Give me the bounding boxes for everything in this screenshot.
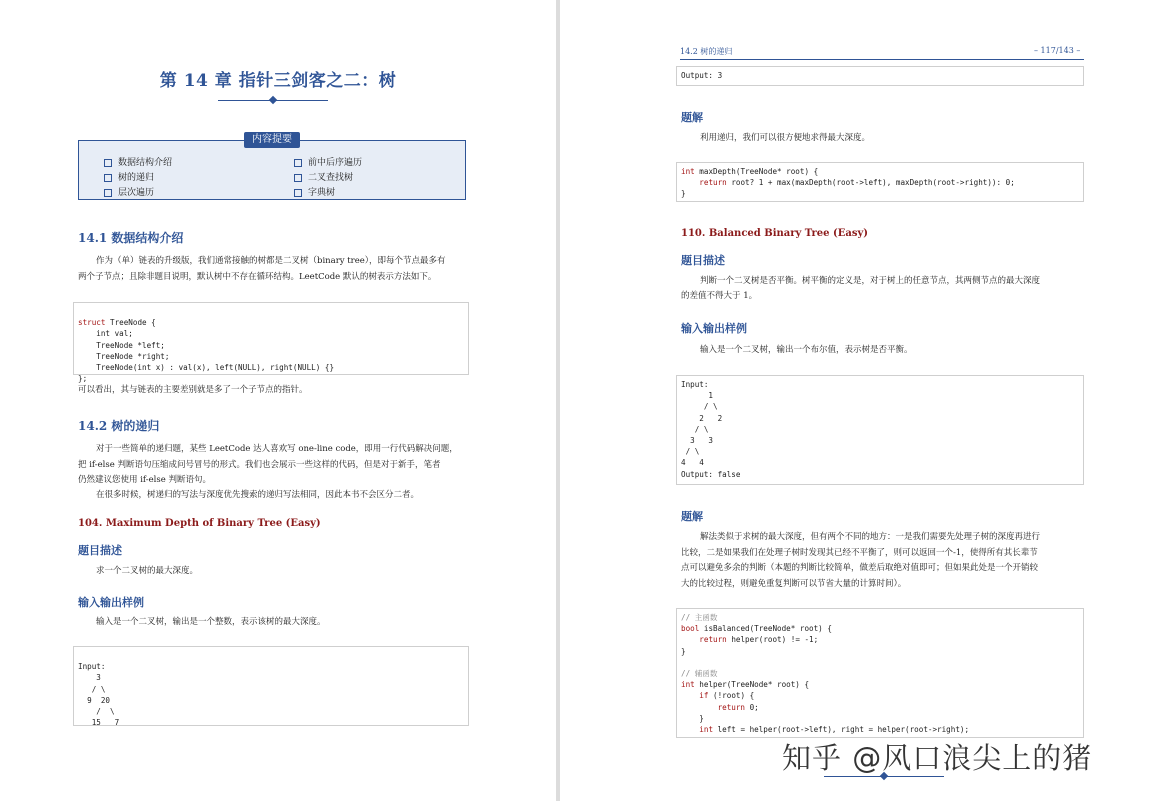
- summary-item: 数据结构介绍: [104, 155, 172, 168]
- paragraph-line: 作为（单）链表的升级版，我们通常接触的树都是二叉树（binary tree），即每个节点最多有: [96, 256, 446, 266]
- checkbox-icon: [294, 174, 302, 182]
- checkbox-icon: [294, 159, 302, 167]
- code-block: // 主函数 bool isBalanced(TreeNode* root) { return helper(root) != -1; } // 辅函数 int helper(TreeNode* root) { if (!root) { return 0; } int left = helper(root->left), right = helper(root->right);: [676, 608, 1084, 738]
- paragraph-line: 两个子节点；且除非题目说明，默认树中不存在循环结构。LeetCode 默认的树表示方法如下。: [78, 272, 437, 282]
- summary-item: 前中后序遍历: [294, 155, 362, 168]
- paragraph-line: 解法类似于求树的最大深度，但有两个不同的地方：一是我们需要先处理子树的深度再进行: [700, 532, 1041, 542]
- paragraph-line: 仍然建议您使用 if-else 判断语句。: [78, 475, 211, 485]
- subsection-title: 题解: [681, 510, 703, 523]
- paragraph-line: 在很多时候，树递归的写法与深度优先搜索的递归写法相同，因此本书不会区分二者。: [96, 490, 420, 500]
- subsection-title: 题目描述: [681, 254, 725, 267]
- chapter-title: 第 14 章 指针三剑客之二：树: [159, 71, 397, 91]
- section-title: 14.2 树的递归: [78, 419, 160, 433]
- subsection-title: 题目描述: [78, 544, 122, 557]
- paragraph-line: 可以看出，其与链表的主要差别就是多了一个子节点的指针。: [78, 385, 308, 395]
- paragraph-line: 大的比较过程，则避免重复判断可以节省大量的计算时间）。: [681, 579, 907, 589]
- paragraph-line: 求一个二叉树的最大深度。: [96, 566, 199, 576]
- page-number: – 117/143 –: [1034, 46, 1081, 55]
- paragraph-line: 的差值不得大于 1。: [681, 291, 758, 301]
- subsection-title: 题解: [681, 111, 703, 124]
- problem-title: 104. Maximum Depth of Binary Tree (Easy): [78, 518, 321, 529]
- paragraph-line: 比较，二是如果我们在处理子树时发现其已经不平衡了，则可以返回一个-1，使得所有其长辈节: [681, 548, 1038, 558]
- watermark: 知乎 @风口浪尖上的猪: [782, 741, 1093, 775]
- summary-item: 层次遍历: [104, 185, 154, 198]
- checkbox-icon: [294, 189, 302, 197]
- subsection-title: 输入输出样例: [78, 596, 144, 609]
- summary-tab: 内容提要: [244, 132, 300, 148]
- output-code-block: Output: 3: [676, 66, 1084, 86]
- summary-item: 字典树: [294, 185, 335, 198]
- ornament-diamond: [269, 96, 277, 104]
- paragraph-line: 输入是一个二叉树，输出是一个整数，表示该树的最大深度。: [96, 617, 326, 627]
- checkbox-icon: [104, 174, 112, 182]
- section-title: 14.1 数据结构介绍: [78, 231, 184, 245]
- io-code-block: Input: 3 / \ 9 20 / \ 15 7: [73, 646, 469, 726]
- running-header: 14.2 树的递归: [680, 47, 733, 56]
- paragraph-line: 对于一些简单的递归题，某些 LeetCode 达人喜欢写 one-line code，即用一行代码解决问题，: [96, 444, 458, 454]
- checkbox-icon: [104, 189, 112, 197]
- io-code-block: Input: 1 / \ 2 2 / \ 3 3 / \ 4 4 Output: false: [676, 375, 1084, 485]
- paragraph-line: 利用递归，我们可以很方便地求得最大深度。: [700, 133, 871, 143]
- paragraph-line: 输入是一个二叉树，输出一个布尔值，表示树是否平衡。: [700, 345, 913, 355]
- header-rule: [680, 59, 1084, 60]
- summary-item: 二叉查找树: [294, 170, 353, 183]
- code-block: int maxDepth(TreeNode* root) { return root? 1 + max(maxDepth(root->left), maxDepth(root->right)): 0; }: [676, 162, 1084, 202]
- subsection-title: 输入输出样例: [681, 322, 747, 335]
- paragraph-line: 把 if-else 判断语句压缩成问号冒号的形式。我们也会展示一些这样的代码，但是对于新手，笔者: [78, 460, 441, 470]
- paragraph-line: 点可以避免多余的判断（本题的判断比较简单，做差后取绝对值即可；但如果此处是一个开销较: [681, 563, 1039, 573]
- problem-title: 110. Balanced Binary Tree (Easy): [681, 228, 868, 239]
- left-page: [0, 0, 556, 801]
- checkbox-icon: [104, 159, 112, 167]
- paragraph-line: 判断一个二叉树是否平衡。树平衡的定义是，对于树上的任意节点，其两侧节点的最大深度: [700, 276, 1041, 286]
- code-block: struct TreeNode { int val; TreeNode *left; TreeNode *right; TreeNode(int x) : val(x), left(NULL), right(NULL) {} };: [73, 302, 469, 375]
- summary-item: 树的递归: [104, 170, 154, 183]
- right-page: [560, 0, 1158, 801]
